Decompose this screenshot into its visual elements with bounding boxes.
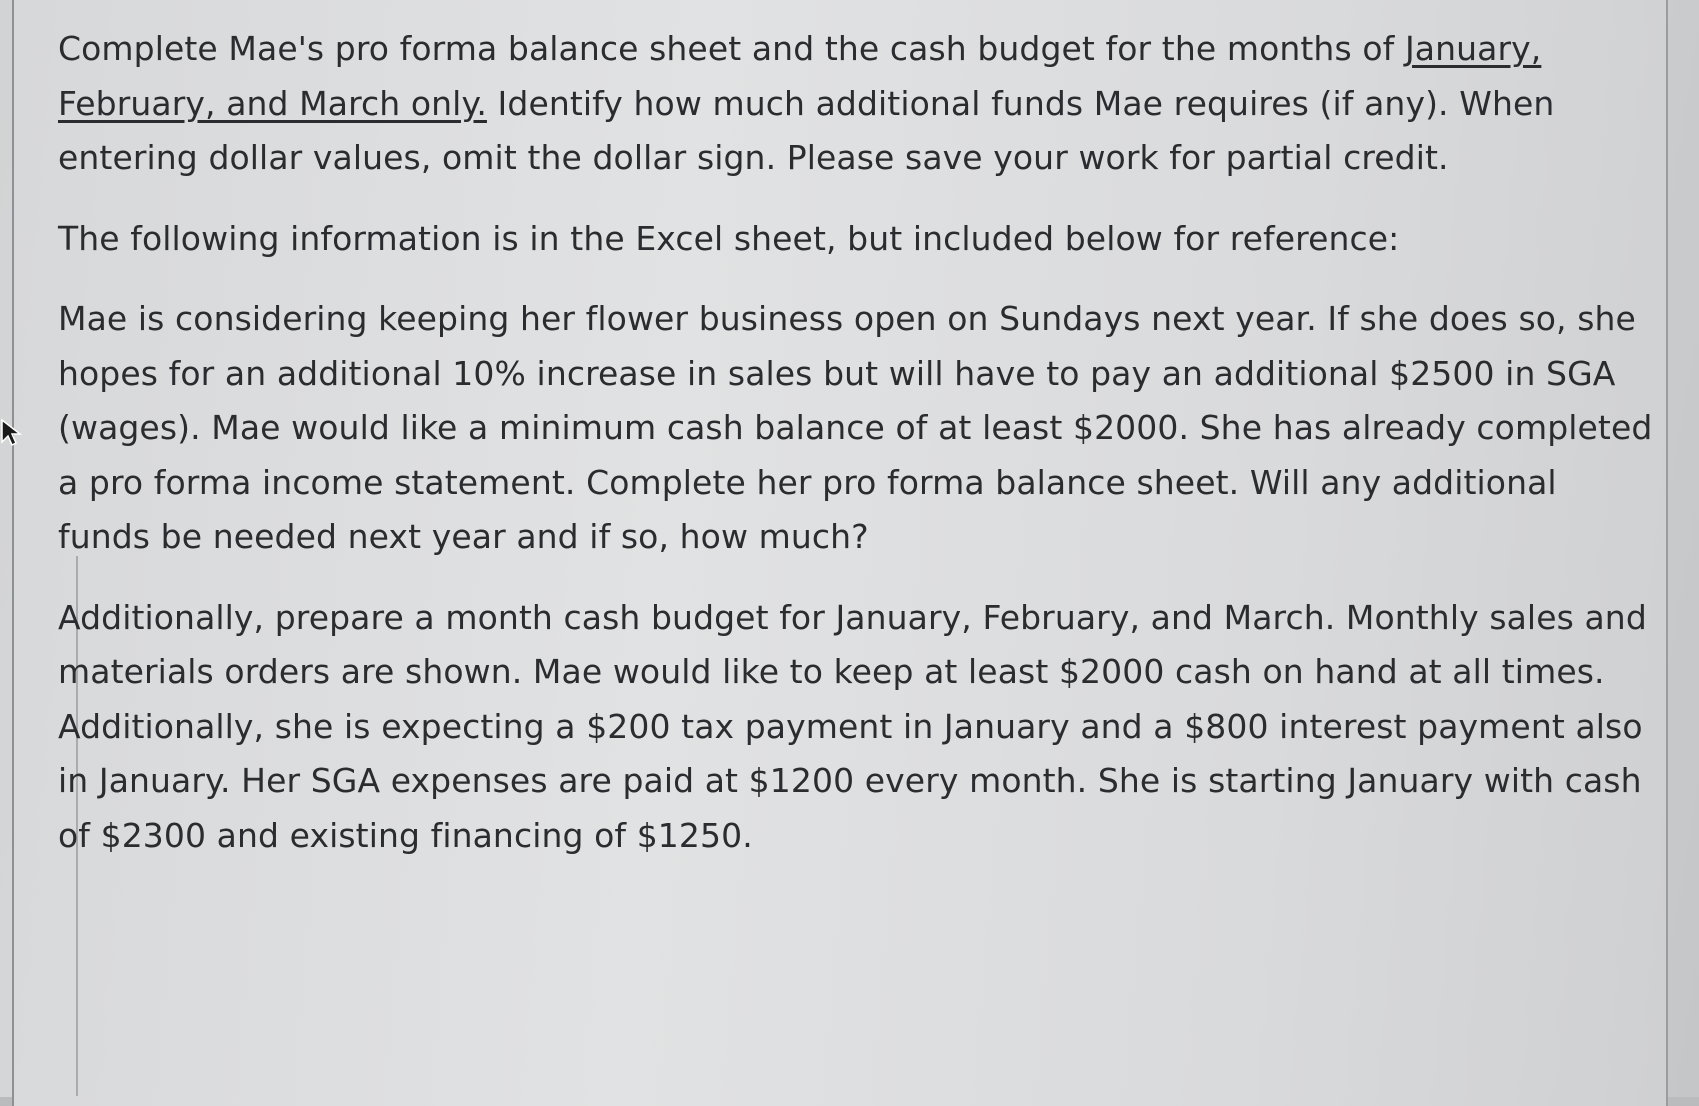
cash-budget-paragraph	[58, 591, 1647, 864]
underlined-feb-march: February, and March only.	[58, 83, 487, 123]
cash-budget-line: Additionally, she is expecting a $200 tax payment in January and a $800 interest payment also	[58, 706, 1643, 746]
scenario-paragraph	[58, 292, 1653, 565]
instructions-text: Complete Mae's pro forma balance sheet and the cash budget for the months of	[58, 29, 1405, 68]
cash-budget-line: Additionally, prepare a month cash budget for January, February, and March. Monthly sales and	[58, 597, 1647, 637]
cash-budget-line: materials orders are shown. Mae would like to keep at least $2000 cash on hand at all times.	[58, 652, 1605, 691]
instructions-line-2	[58, 77, 1618, 132]
instructions-line-3: entering dollar values, omit the dollar sign. Please save your work for partial credit.	[58, 138, 1449, 177]
scenario-line: a pro forma income statement. Complete her pro forma balance sheet. Will any additional	[58, 462, 1557, 502]
question-text	[58, 22, 1653, 863]
cash-budget-line: of $2300 and existing financing of $1250.	[58, 815, 753, 855]
instructions-text: Identify how much additional funds Mae requires (if any). When	[486, 83, 1555, 123]
underlined-january: January,	[1404, 29, 1542, 68]
cash-budget-line: in January. Her SGA expenses are paid at $1200 every month. She is starting January with cash	[58, 761, 1642, 800]
mouse-cursor-icon	[0, 418, 26, 448]
scenario-line: (wages). Mae would like a minimum cash balance of at least $2000. She has already completed	[58, 408, 1653, 447]
instructions-line-1	[58, 22, 1618, 77]
instructions-paragraph	[58, 22, 1618, 186]
scenario-line: hopes for an additional 10% increase in sales but will have to pay an additional $2500 in SGA	[58, 353, 1616, 393]
reference-intro	[58, 212, 1618, 267]
scenario-line: funds be needed next year and if so, how much?	[58, 517, 869, 556]
scenario-line: Mae is considering keeping her flower business open on Sundays next year. If she does so, she	[58, 299, 1636, 338]
reference-intro-text: The following information is in the Excel sheet, but included below for reference:	[58, 218, 1400, 258]
